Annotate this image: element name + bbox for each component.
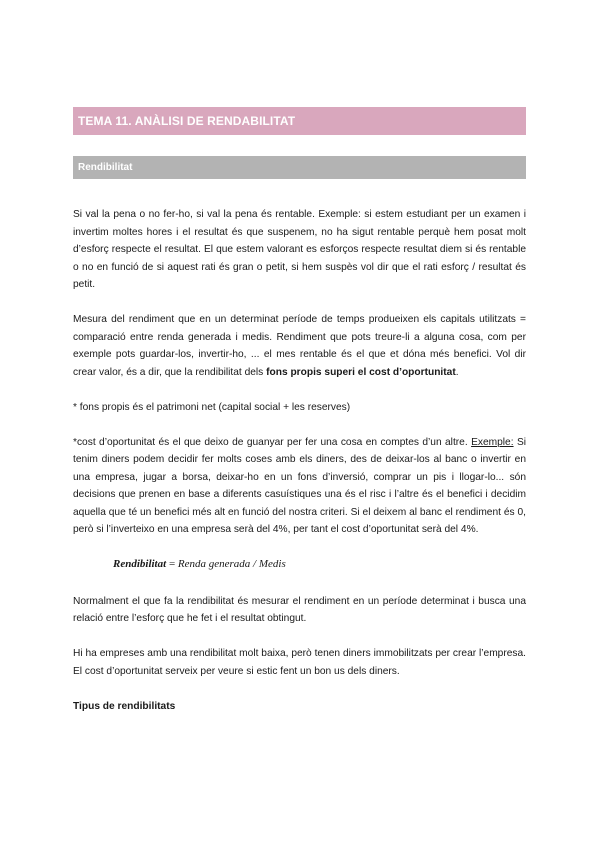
paragraph-2-end: . [455,366,459,378]
formula-term: Rendibilitat [113,558,167,570]
paragraph-3: Normalment el que fa la rendibilitat és mesurar el rendiment en un període determinat i busca una relació entre l’esforç que he fet i el resultat obtingut. [73,595,526,624]
note-cost-oportunitat-text: *cost d’oportunitat és el que deixo de guanyar per fer una cosa en comptes d’un altre. [73,436,468,448]
page-title: TEMA 11. ANÀLISI DE RENDABILITAT [73,107,526,135]
note-cost-oportunitat [73,434,526,539]
formula-equals: = [166,558,178,570]
paragraph-4: Hi ha empreses amb una rendibilitat molt baixa, però tenen diners immobilitzats per crear l’empresa. El cost d’oportunitat serveix per veure si estic fent un bon us dels diners. [73,648,526,677]
document-body [73,206,526,715]
formula-rhs: Renda generada / Medis [177,558,286,570]
paragraph-2 [73,311,526,381]
section-heading: Rendibilitat [73,156,526,179]
subheading-tipus: Tipus de rendibilitats [73,700,176,712]
paragraph-1: Si val la pena o no fer-ho, si val la pena és rentable. Exemple: si estem estudiant per un examen i invertim moltes hores i el resultat és que suspenem, no ha sigut rentable perquè hem posat molt d’esforç respecte el resultat. El que estem valorant es esforços respecte resultat diem si és rentable o no en funció de si aquest rati és gran o petit, si hem suspès vol dir que el rati esforç / resultat és petit. [73,209,526,290]
example-text: Si tenim diners podem decidir fer molts coses amb els diners, des de deixar-los al banc o invertir en una empresa, jugar a borsa, deixar-ho en un fons d’inversió, comprar un pis i llogar-lo... són decisions que prenen en base a diferents casuístiques una és el risc i l’altre és el benefici i decidim aquella que té un benefici més alt en funció del nostra criteri. Si el deixem al banc el rendiment és 0, però si l’inverteixo en una empresa serà del 4%, per tant el cost d’oportunitat serà del 4%. [73,436,526,535]
paragraph-2-bold: fons propis superi el cost d’oportunitat [266,366,456,378]
paragraph-2-text: Mesura del rendiment que en un determinat període de temps produeixen els capitals utilitzats = comparació entre renda generada i medis. Rendiment que pots treure-li a alguna cosa, com per exemple pots guardar-los, invertir-ho, ... el mes rentable és el que et dóna més benefici. Vol dir crear valor, és a dir, que la rendibilitat dels [73,314,526,378]
example-label: Exemple: [471,436,514,448]
note-fons-propis: * fons propis és el patrimoni net (capital social + les reserves) [73,401,351,413]
formula [113,556,526,574]
